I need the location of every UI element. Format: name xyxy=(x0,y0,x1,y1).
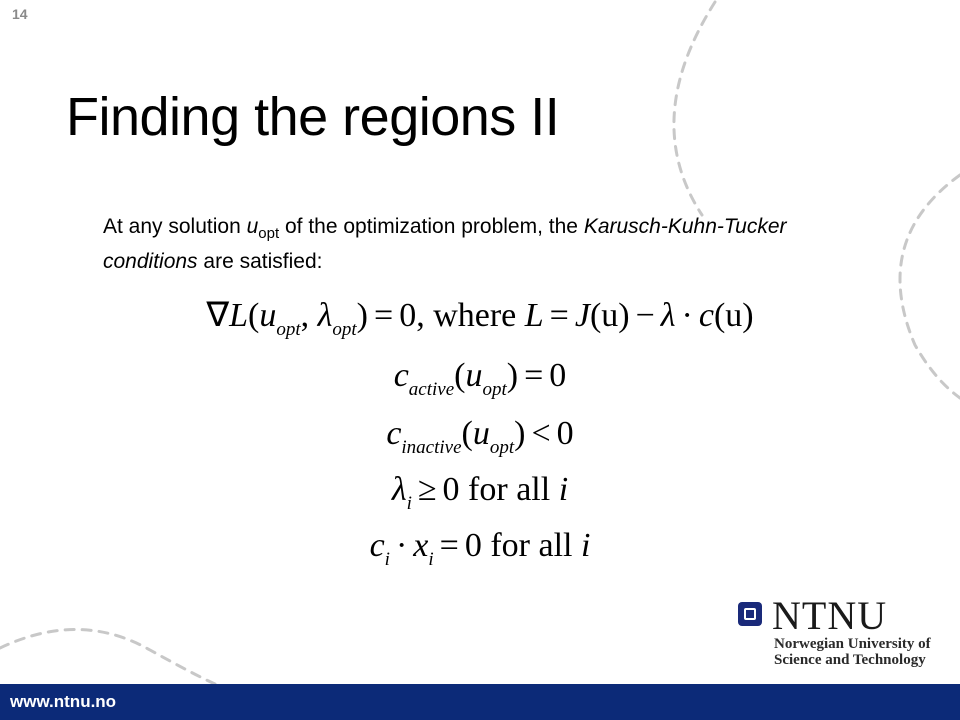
constraint-c: c xyxy=(386,415,402,452)
equals: = xyxy=(439,527,459,564)
ntnu-logo-mark-icon xyxy=(738,602,762,626)
var-u: u xyxy=(472,415,490,452)
intro-kkt-italic: Karusch-Kuhn-Tucker conditions xyxy=(103,215,787,273)
sub-opt: opt xyxy=(332,319,357,340)
equation-active-constraints xyxy=(0,356,960,410)
minus: − xyxy=(635,297,655,334)
arg-u: (u) xyxy=(589,297,630,334)
intro-text-before: At any solution xyxy=(103,215,247,238)
zero: 0 xyxy=(549,357,567,394)
zero: 0 xyxy=(442,471,460,508)
sub-i: i xyxy=(406,493,412,514)
equation-lagrangian-gradient xyxy=(0,296,960,350)
sub-i: i xyxy=(428,549,434,570)
slide-number: 14 xyxy=(12,6,28,22)
var-lambda: λ xyxy=(317,297,333,334)
sub-i: i xyxy=(384,549,390,570)
var-lambda: λ xyxy=(391,471,407,508)
sub-opt: opt xyxy=(276,319,301,340)
paren-close: ) xyxy=(506,357,519,394)
logo-line-2: Science and Technology xyxy=(774,652,926,668)
dot-operator: · xyxy=(395,527,408,564)
var-u: u xyxy=(465,357,483,394)
sub-inactive: inactive xyxy=(401,437,462,458)
index-i: i xyxy=(580,527,591,564)
intro-var-sub: opt xyxy=(258,225,280,242)
index-i: i xyxy=(558,471,569,508)
logo-line-1: Norwegian University of xyxy=(774,636,931,652)
zero: 0 xyxy=(556,415,574,452)
less-than: < xyxy=(531,415,551,452)
intro-text-middle: of the optimization problem, the xyxy=(279,215,584,238)
constraint-c: c xyxy=(698,297,714,334)
paren-open: ( xyxy=(248,297,260,334)
paren-close: ) xyxy=(514,415,526,452)
var-x: x xyxy=(413,527,429,564)
for-all-text: for all xyxy=(459,471,559,508)
sub-opt: opt xyxy=(489,437,515,458)
logo-name: NTNU xyxy=(772,593,888,638)
comma: , xyxy=(300,297,318,334)
equals: = xyxy=(549,297,569,334)
sub-opt: opt xyxy=(482,379,507,400)
equals: = xyxy=(524,357,544,394)
lagrangian-L: L xyxy=(229,297,249,334)
slide-title: Finding the regions II xyxy=(66,87,560,147)
paren-close: ) xyxy=(356,297,368,334)
paren-open: ( xyxy=(461,415,473,452)
intro-var: u xyxy=(246,215,259,238)
constraint-c: c xyxy=(393,357,409,394)
zero: 0 xyxy=(464,527,482,564)
lagrangian-L: L xyxy=(524,297,544,334)
paren-open: ( xyxy=(454,357,466,394)
cost-J: J xyxy=(574,297,590,334)
for-all-text: for all xyxy=(481,527,581,564)
footer-bar xyxy=(0,684,960,720)
intro-text-after: are satisfied: xyxy=(197,250,323,273)
greater-equal: ≥ xyxy=(417,471,437,508)
var-u: u xyxy=(259,297,277,334)
constraint-c: c xyxy=(369,527,385,564)
nabla-symbol: ∇ xyxy=(206,297,230,334)
zero: 0 xyxy=(399,297,417,334)
intro-text xyxy=(103,213,843,276)
equation-complementary-slackness xyxy=(0,526,960,580)
where-text: , where xyxy=(416,297,525,334)
equation-lambda-nonnegative xyxy=(0,470,960,524)
equals: = xyxy=(374,297,394,334)
equation-inactive-constraints xyxy=(0,414,960,468)
arg-u: (u) xyxy=(713,297,754,334)
var-lambda: λ xyxy=(660,297,676,334)
footer-url: www.ntnu.no xyxy=(10,692,117,711)
dot-operator: · xyxy=(681,297,693,334)
sub-active: active xyxy=(408,379,455,400)
